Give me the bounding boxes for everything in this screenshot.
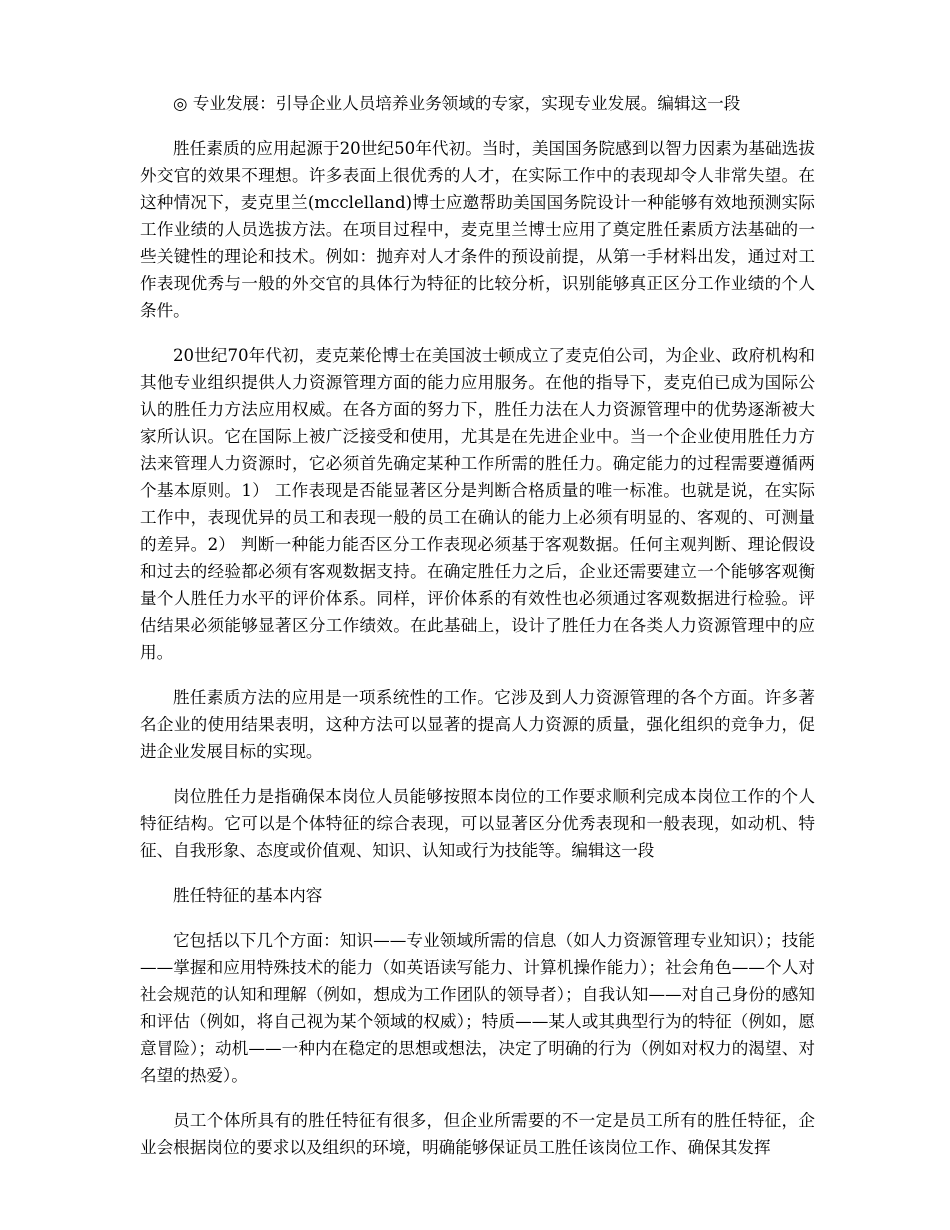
section-heading-competency-content: 胜任特征的基本内容 xyxy=(173,886,323,905)
document-body xyxy=(140,90,815,1179)
paragraph-employee-competencies: 员工个体所具有的胜任特征有很多，但企业所需要的不一定是员工所有的胜任特征，企业会根据岗位的要求以及组织的环境，明确能够保证员工胜任该岗位工作、确保其发挥 xyxy=(140,1111,815,1157)
paragraph-mcber-company: 20世纪70年代初，麦克莱伦博士在美国波士顿成立了麦克伯公司，为企业、政府机构和其他专业组织提供人力资源管理方面的能力应用服务。在他的指导下，麦克伯已成为国际公认的胜任力方法应用权威。在各方面的努力下，胜任力法在人力资源管理中的优势逐渐被大家所认识。它在国际上被广泛接受和使用，尤其是在先进企业中。当一个企业使用胜任力方法来管理人力资源时，它必须首先确定某种工作所需的胜任力。确定能力的过程需要遵循两个基本原则。1） 工作表现是否能显著区分是判断合格质量的唯一标准。也就是说，在实际工作中，表现优异的员工和表现一般的员工在确认的能力上必须有明显的、客观的、可测量的差异。2） 判断一种能力能否区分工作表现必须基于客观数据。任何主观判断、理论假设和过去的经验都必须有客观数据支持。在确定胜任力之后，企业还需要建立一个能够客观衡量个人胜任力水平的评价体系。同样，评价体系的有效性也必须通过客观数据进行检验。评估结果必须能够显著区分工作绩效。在此基础上，设计了胜任力在各类人力资源管理中的应用。 xyxy=(140,346,815,662)
paragraph-competency-origin: 胜任素质的应用起源于20世纪50年代初。当时，美国国务院感到以智力因素为基础选拔外交官的效果不理想。许多表面上很优秀的人才，在实际工作中的表现却令人非常失望。在这种情况下，麦克里兰(mcclelland)博士应邀帮助美国国务院设计一种能够有效地预测实际工作业绩的人员选拔方法。在项目过程中，麦克里兰博士应用了奠定胜任素质方法基础的一些关键性的理论和技术。例如：抛弃对人才条件的预设前提，从第一手材料出发，通过对工作表现优秀与一般的外交官的具体行为特征的比较分析，识别能够真正区分工作业绩的个人条件。 xyxy=(140,139,815,320)
paragraph-competency-components: 它包括以下几个方面：知识——专业领域所需的信息（如人力资源管理专业知识）；技能——掌握和应用特殊技术的能力（如英语读写能力、计算机操作能力）；社会角色——个人对社会规范的认知和理解（例如，想成为工作团队的领导者）；自我认知——对自己身份的感知和评估（例如，将自己视为某个领域的权威）；特质——某人或其典型行为的特征（例如，愿意冒险）；动机——一种内在稳定的思想或想法，决定了明确的行为（例如对权力的渴望、对名望的热爱）。 xyxy=(140,931,815,1085)
paragraph-systematic-application: 胜任素质方法的应用是一项系统性的工作。它涉及到人力资源管理的各个方面。许多著名企业的使用结果表明，这种方法可以显著的提高人力资源的质量，强化组织的竞争力，促进企业发展目标的实现。 xyxy=(140,688,815,761)
paragraph-professional-development: ◎ 专业发展：引导企业人员培养业务领域的专家，实现专业发展。编辑这一段 xyxy=(173,94,741,113)
paragraph-job-competency-definition: 岗位胜任力是指确保本岗位人员能够按照本岗位的工作要求顺利完成本岗位工作的个人特征结构。它可以是个体特征的综合表现，可以显著区分优秀表现和一般表现，如动机、特征、自我形象、态度或价值观、知识、认知或行为技能等。编辑这一段 xyxy=(140,787,815,860)
